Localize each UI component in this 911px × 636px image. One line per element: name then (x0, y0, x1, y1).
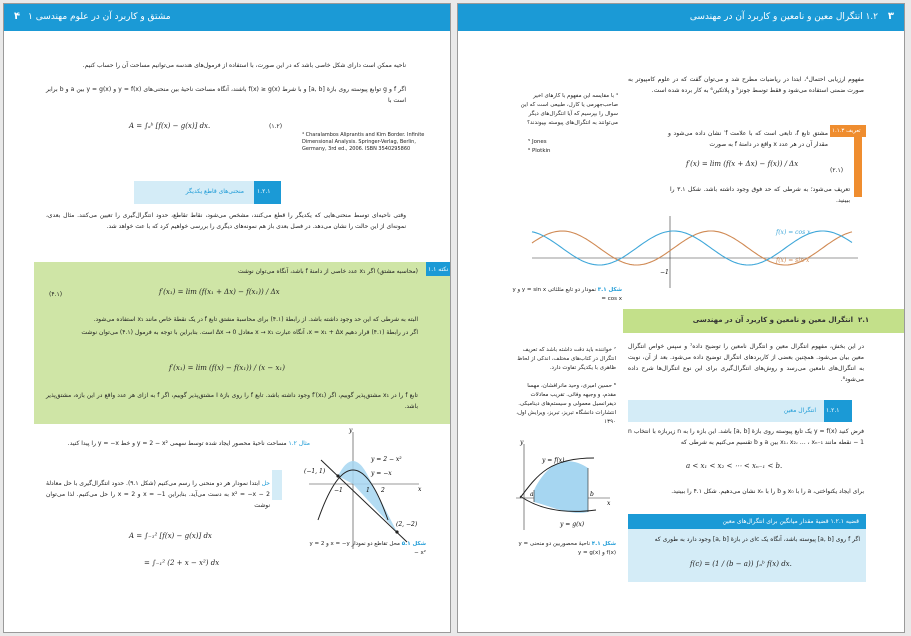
y-label: y (520, 439, 524, 446)
sin-label: f(x) = sin x (776, 257, 810, 264)
definition-label: تعریف ۱.۱.۳ (832, 128, 861, 134)
y-label: y (349, 427, 353, 434)
footnote: ⁴ Charalambos Aliprantis and Kim Border. Infinite Dimensional Analysis. Springer-Verlag, Berlin, Germany, 3rd ed., 2006. ISBN 3540295860 (302, 132, 425, 152)
solution-equation: A = ∫₋₁² [f(x) − g(x)] dx (129, 532, 212, 540)
region-caption-text: ناحیهٔ محصوربین دو منحنی y = f(x) و y = g(x) (518, 541, 616, 556)
plot-caption-text: نمودار دو تابع مثلثاتی y = sin x و y = cos x (512, 287, 622, 302)
note-text: (محاسبه مشتق) اگر x₁ عدد خاصی از دامنهٔ f باشد، آنگاه می‌توان نوشت (237, 268, 418, 275)
paragraph: تعریف می‌شود؛ به شرطی که حد فوق وجود داشته باشد. شکل ۳.۱ را ببینید. (670, 186, 850, 204)
region-caption (508, 540, 616, 558)
running-title: ۱ مشتق و کاربرد آن در علوم مهندسی (28, 12, 171, 22)
section-number: ۱.۲.۱ (257, 188, 271, 195)
tick-label: −1 (660, 269, 669, 276)
paragraph: ناحیه ممکن است دارای شکل خاصی باشد که در این صورت، با استفاده از فرمول‌های هندسه می‌توانیم مساحت آن را حساب کنیم. (82, 62, 406, 69)
section-number: ۲.۱ (858, 316, 870, 324)
left-page-header (4, 4, 450, 31)
g-label: y = g(x) (560, 521, 585, 528)
point-label: (2, −2) (396, 521, 418, 528)
margin-ref: ⁵ Jones (528, 139, 547, 145)
region-fill (534, 461, 588, 513)
x-label: x (418, 486, 422, 493)
paragraph: فرض کنید y = f(x) یک تابع پیوسته روی بازهٔ [a, b] باشد. این بازه را به n زیربازه با انتخاب n − 1 نقطه مانند x₁، x₂، … ، xₙ₋₁ بین a و b تقسیم می‌کنیم به شرطی که (628, 428, 864, 446)
solution-text: ابتدا نمودار هر دو منحنی را رسم می‌کنیم (شکل ۹.۱). حدود انتگرال‌گیری با حل معادلهٔ 2 − x² = −x به دست می‌آید. بنابراین x = −1 و x = 2 را حل می‌کنیم. لذا می‌توان نوشت (46, 480, 270, 509)
figure-caption-text: محل تقاطع دو نمودار x = −y و y = 2 − x² (309, 541, 426, 556)
equation-number: (۴.۱) (49, 291, 63, 298)
inequality: a < x₁ < x₂ < ⋯ < xₙ₋₁ < b. (686, 462, 783, 470)
equation-number: (۲.۱) (830, 167, 844, 174)
running-title: ۱.۲ انتگرال معین و نامعین و کاربرد آن در مهندسی (689, 12, 878, 22)
equation: A = ∫ₐᵇ [f(x) − g(x)] dx. (129, 122, 211, 130)
subsection-title: انتگرال معین (783, 407, 816, 414)
example (46, 438, 310, 449)
example-label: مثال ۱.۲ (288, 440, 310, 447)
solution-label: حل (261, 480, 270, 487)
page-number: ۴ (14, 11, 21, 22)
equation-number: (۱.۲) (269, 123, 283, 130)
trig-plot (510, 210, 860, 290)
region-graph (510, 438, 615, 534)
definition-equation: f′(x) = lim (f(x + Δx) − f(x)) / Δx (686, 160, 799, 168)
note-equation: f′(x₁) = lim (f(x₁ + Δx) − f(x₁)) / Δx (159, 288, 280, 296)
tick-label: 2 (381, 487, 385, 494)
note-text: اگر در رابطهٔ (۴.۱) قرار دهیم x = x₁ + Δx، آنگاه عبارت x → x₁ معادل Δx → 0 است. بنابراین با توجه به فرمول (۴.۱) می‌توان نوشت (81, 329, 418, 336)
right-page (457, 3, 905, 633)
margin-note: ⁸ حسین امیری، وحید مانرافشان، مهسا مقدم، و وجیهه وفائی. تقریب معادلات دیفرانسیل معمولی و سیستم‌های دینامیکی. انتشارات دانشگاه تبریز، تبریز، ویرایش اول، ۱۳۹۰ (516, 383, 616, 425)
region-caption-label: شکل ۴.۱ (591, 541, 616, 547)
subsection-number: ۱.۲.۱ (826, 407, 840, 414)
f-label: y = f(x) (542, 457, 565, 464)
paragraph: برای ایجاد یکنواختی، a را با x₀ و b را با xₙ نشان می‌دهیم. شکل ۴.۱ را ببینید. (671, 488, 864, 495)
note-text: البته به شرطی که این حد وجود داشته باشد. از رابطهٔ (۴.۱) برای محاسبهٔ مشتق تابع f در یک نقطهٔ خاص مانند x₁ استفاده می‌شود. (93, 316, 418, 323)
solution (46, 478, 270, 511)
paragraph: در این بخش، مفهوم انتگرال معین و انتگرال نامعین را توضیح داده⁷ و سپس خواص انتگرال معین بیان می‌شود. همچنین بعضی از کاربردهای انتگرال توضیح داده می‌شود. بعد از آن، نوبت به انتگرال‌های نامعین می‌رسد و روش‌های انتگرال‌گیری برای این نوع انتگرال‌ها شرح داده می‌شود⁸. (628, 343, 864, 383)
section-title: انتگرال معین و نامعین و کاربرد آن در مهندسی (692, 316, 853, 324)
margin-note: ⁷ خواننده باید دقت داشته باشد که تعریف انتگرال در کتاب‌های مختلف، اندکی از لحاظ ظاهری با یکدیگر تفاوت دارد. (517, 347, 616, 371)
paragraph: مفهوم ارزیابی احتمال⁴، ابتدا در ریاضیات مطرح شد و می‌توان گفت که در علوم کامپیوتر به صورت ضمنی استفاده می‌شود و فقط توسط جونز⁵ و پلاتکین⁶ به کار برده شده است. (628, 76, 864, 94)
theorem-title: قضیه ۱.۲.۱ قضیهٔ مقدار میانگین برای انتگرال‌های معین (722, 518, 859, 525)
left-page (3, 3, 451, 633)
intersection-point (336, 474, 339, 477)
plot-caption (508, 286, 622, 304)
a-label: a (530, 491, 534, 498)
definition-text: مشتق تابع f، تابعی است که با علامت f′ نشان داده می‌شود و مقدار آن در هر عدد x واقع در دامنهٔ f به صورت (668, 130, 828, 148)
solution-equation: = ∫₋₁² (2 + x − x²) dx (144, 559, 220, 567)
figure-caption-label: شکل ۵.۱ (401, 541, 426, 547)
margin-ref: ⁶ Plotkin (528, 148, 551, 154)
tick-label: −1 (334, 487, 343, 494)
curve-label: y = −x (371, 470, 392, 477)
section-title: منحنی‌های قاطع یکدیگر (185, 188, 244, 195)
b-label: b (590, 491, 594, 498)
margin-note: ⁴ با مقایسه این مفهوم با کارهای اخیر صاحب‌جهرمی یا کارل، طبیعی است که این سوال را بپرسیم که آیا انتگرال‌های دیگر می‌توانند به انتگرال‌های پیوسته بپیوندند؟ (520, 93, 618, 126)
plot-caption-label: شکل ۳.۱ (597, 287, 622, 293)
example-text: مساحت ناحیهٔ محصور ایجاد شده توسط سهمی y = 2 − x² و خط y = −x را پیدا کنید. (67, 440, 287, 447)
solution-marker (272, 470, 282, 500)
intersection-point (395, 530, 398, 533)
note-label: نکته ۱.۱ (428, 266, 449, 273)
page-number: ۳ (887, 11, 894, 22)
x-label: x (607, 500, 611, 507)
paragraph: اگر f و g توابع پیوسته روی بازهٔ [a, b] و با شرط f(x) ≥ g(x) باشند، آنگاه مساحت ناحیهٔ بین منحنی‌های y = f(x) و y = g(x) بین a و b برابر است با (46, 86, 406, 104)
point-label: (−1, 1) (304, 468, 326, 475)
note-text: تابع f را در x₁ مشتق‌پذیر گوییم، اگر f′(x₁) وجود داشته باشد. تابع f را روی بازهٔ I مشتق‌پذیر گوییم، اگر f به ازای هر عدد واقع در این بازه، مشتق‌پذیر باشد. (46, 392, 418, 410)
right-page-header (458, 4, 904, 31)
note-equation: f′(x₁) = lim (f(x) − f(x₁)) / (x − x₁) (169, 364, 285, 372)
tick-label: 1 (366, 487, 370, 494)
theorem-text: اگر f روی [a, b] پیوسته باشد، آنگاه یک c‌ای در بازهٔ [a, b] وجود دارد به طوری که (654, 536, 860, 543)
theorem-equation: f(c) = (1 / (b − a)) ∫ₐᵇ f(x) dx. (690, 560, 792, 568)
figure-caption (308, 540, 426, 558)
cos-label: f(x) = cos x (776, 229, 811, 236)
paragraph: وقتی ناحیه‌ای توسط منحنی‌هایی که یکدیگر را قطع می‌کنند، مشخص می‌شود، نقاط تقاطع، حدود انتگرال‌گیری را تعیین می‌کنند. مثال بعدی، نمونه‌ای از این حالت را نشان می‌دهد. در فصل بعدی باز هم نمونه‌های دیگری را بررسی خواهیم کرد که با عث خواهد شد. (46, 212, 406, 230)
curve-label: y = 2 − x² (371, 456, 402, 463)
